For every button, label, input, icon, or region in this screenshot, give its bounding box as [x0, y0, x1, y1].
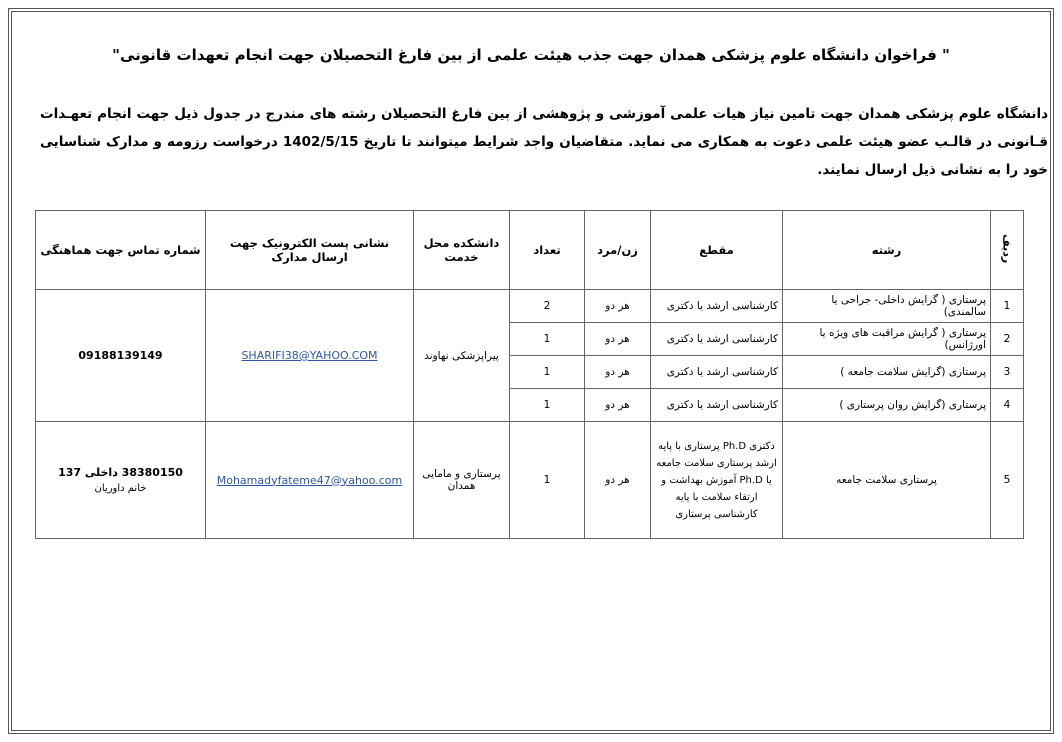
positions-table [35, 210, 1024, 539]
faculty-cell: پیراپزشکی نهاوند [414, 290, 510, 422]
header-field: رشته [783, 211, 991, 290]
degree-cell: کارشناسی ارشد یا دکتری [651, 323, 783, 356]
field-cell: پرستاری (گرایش سلامت جامعه ) [783, 356, 991, 389]
row-number: 3 [991, 356, 1024, 389]
intro-paragraph: دانشگاه علوم پزشکی همدان جهت تامین نیاز هیات علمی آموزشی و پژوهشی از بین فارغ التحصیلان رشته های مندرج در جدول ذیل جهت انجام تعهـدات قـانونی در قالـب عضو هیئت علمی دعوت به همکاری می نماید. متقاضیان واجد شرایط میتوانند تا تاریخ 1402/5/15 درخواست رزومه و مدارک شناسایی خود را به نشانی ذیل ارسال نمایند. [40, 106, 1048, 178]
row-number: 5 [991, 422, 1024, 539]
header-gender: زن/مرد [585, 211, 651, 290]
table-row [36, 422, 1024, 539]
field-cell: پرستاری ( گرایش داخلی- جراحی یا سالمندی) [783, 290, 991, 323]
count-cell: 1 [510, 422, 585, 539]
email-cell [206, 290, 414, 422]
email-link[interactable]: Mohamadyfateme47@yahoo.com [216, 473, 403, 487]
contact-cell [36, 422, 206, 539]
table-header-row [36, 211, 1024, 290]
email-cell [206, 422, 414, 539]
degree-cell: کارشناسی ارشد یا دکتری [651, 290, 783, 323]
gender-cell: هر دو [585, 323, 651, 356]
field-cell: پرستاری ( گرایش مراقبت های ویژه یا اورژانس) [783, 323, 991, 356]
gender-cell: هر دو [585, 290, 651, 323]
faculty-cell: پرستاری و مامایی همدان [414, 422, 510, 539]
gender-cell: هر دو [585, 356, 651, 389]
header-degree: مقطع [651, 211, 783, 290]
contact-cell: 09188139149 [36, 290, 206, 422]
page-title: " فراخوان دانشگاه علوم پزشکی همدان جهت جذب هیئت علمی از بین فارغ التحصیلان جهت انجام تعهدات قانونی" [112, 46, 950, 64]
gender-cell: هر دو [585, 422, 651, 539]
email-link[interactable]: SHARIFI38@YAHOO.COM [241, 349, 378, 362]
header-count: تعداد [510, 211, 585, 290]
count-cell: 1 [510, 356, 585, 389]
header-email: نشانی پست الکترونیک جهت ارسال مدارک [206, 211, 414, 290]
field-cell: پرستاری (گرایش روان پرستاری ) [783, 389, 991, 422]
row-number: 4 [991, 389, 1024, 422]
contact-name: خانم داوریان [94, 483, 147, 494]
header-contact: شماره تماس جهت هماهنگی [36, 211, 206, 290]
gender-cell: هر دو [585, 389, 651, 422]
count-cell: 1 [510, 389, 585, 422]
header-row-number: ردیف [991, 211, 1024, 290]
count-cell: 1 [510, 323, 585, 356]
degree-cell: کارشناسی ارشد یا دکتری [651, 356, 783, 389]
degree-cell: دکتری Ph.D پرستاری با پایه ارشد پرستاری سلامت جامعه یا Ph.D آموزش بهداشت و ارتقاء سلامت با پایه کارشناسی پرستاری [651, 422, 783, 539]
count-cell: 2 [510, 290, 585, 323]
row-number: 2 [991, 323, 1024, 356]
header-faculty: دانشکده محل خدمت [414, 211, 510, 290]
field-cell: پرستاری سلامت جامعه [783, 422, 991, 539]
row-number: 1 [991, 290, 1024, 323]
degree-cell: کارشناسی ارشد یا دکتری [651, 389, 783, 422]
table-row [36, 290, 1024, 323]
contact-phone: 38380150 داخلی 137 [58, 466, 183, 479]
